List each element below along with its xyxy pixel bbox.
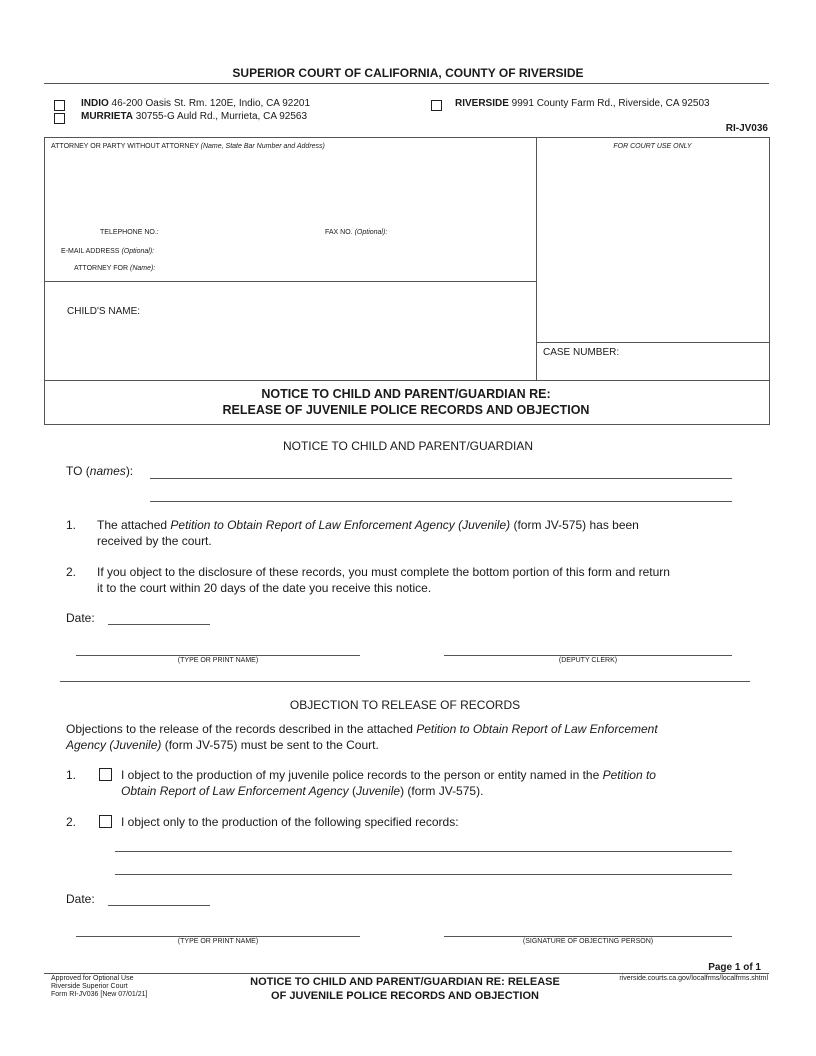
location-indio bbox=[81, 98, 310, 109]
to-names-line-2[interactable] bbox=[150, 501, 732, 502]
objection-name-caption: (TYPE OR PRINT NAME) bbox=[177, 938, 259, 945]
fax-label bbox=[325, 229, 387, 236]
objection-date-field[interactable] bbox=[108, 905, 210, 906]
title-rule bbox=[44, 380, 769, 381]
objection-item1-line2 bbox=[121, 783, 751, 799]
notice-item1-pre: The attached bbox=[97, 518, 171, 532]
notice-item1-post: (form JV-575) has been bbox=[510, 518, 639, 532]
footer-approved-line3: Form RI-JV036 [New 07/01/21] bbox=[51, 991, 148, 998]
attorney-for-label bbox=[74, 265, 155, 272]
attorney-hint: (Name, State Bar Number and Address) bbox=[200, 143, 325, 150]
header-rule bbox=[44, 83, 769, 84]
to-label bbox=[66, 463, 133, 479]
specified-records-line-1[interactable] bbox=[115, 851, 732, 852]
caption-title-line1: NOTICE TO CHILD AND PARENT/GUARDIAN RE: bbox=[261, 387, 551, 401]
location-murrieta-name: MURRIETA bbox=[81, 111, 134, 122]
objection-intro bbox=[66, 721, 746, 753]
objection-intro-italic1: Petition to Obtain Report of Law Enforcement bbox=[416, 722, 658, 736]
email-hint: (Optional): bbox=[121, 248, 155, 255]
caption-title bbox=[44, 386, 768, 418]
to-label-italic: names bbox=[89, 464, 126, 478]
location-riverside-name: RIVERSIDE bbox=[455, 98, 509, 109]
deputy-clerk-line[interactable] bbox=[444, 655, 732, 656]
attorney-label-text: ATTORNEY OR PARTY WITHOUT ATTORNEY bbox=[51, 143, 199, 150]
to-label-close: ): bbox=[125, 464, 134, 478]
footer-title-line1: NOTICE TO CHILD AND PARENT/GUARDIAN RE: RELEASE bbox=[250, 976, 560, 988]
footer-approved-line2: Riverside Superior Court bbox=[51, 983, 128, 990]
footer-approved-line1: Approved for Optional Use bbox=[51, 975, 134, 982]
objection-item1-number: 1. bbox=[66, 768, 77, 782]
caption-title-line2: RELEASE OF JUVENILE POLICE RECORDS AND OBJECTION bbox=[222, 403, 590, 417]
objection-item2-number: 2. bbox=[66, 815, 77, 829]
case-number-label: CASE NUMBER: bbox=[543, 347, 620, 358]
objection-intro-line1 bbox=[66, 721, 746, 737]
page-number: Page 1 of 1 bbox=[708, 962, 761, 973]
objection-item2-checkbox[interactable] bbox=[99, 815, 112, 828]
notice-item1-line1 bbox=[97, 517, 747, 533]
footer-title bbox=[210, 975, 600, 1003]
objection-intro-post: (form JV-575) must be sent to the Court. bbox=[161, 738, 379, 752]
notice-item2-line2: it to the court within 20 days of the date you receive this notice. bbox=[97, 581, 432, 595]
notice-name-line[interactable] bbox=[76, 655, 360, 656]
caption-divider bbox=[536, 137, 537, 380]
objection-name-line[interactable] bbox=[76, 936, 360, 937]
objection-intro-pre: Objections to the release of the records described in the attached bbox=[66, 722, 417, 736]
child-name-rule bbox=[44, 281, 536, 282]
fax-hint: (Optional): bbox=[354, 229, 388, 236]
objection-item1 bbox=[121, 767, 751, 799]
attorney-label bbox=[51, 143, 325, 150]
location-indio-name: INDIO bbox=[81, 98, 109, 109]
objection-item1-checkbox[interactable] bbox=[99, 768, 112, 781]
objection-item1-italic3: Juvenile bbox=[356, 784, 401, 798]
objection-intro-italic2: Agency (Juvenile) bbox=[66, 738, 162, 752]
objection-item1-italic1: Petition to bbox=[602, 768, 656, 782]
objection-intro-line2 bbox=[66, 737, 746, 753]
notice-item2-number: 2. bbox=[66, 565, 77, 579]
to-names-line-1[interactable] bbox=[150, 478, 732, 479]
court-title: SUPERIOR COURT OF CALIFORNIA, COUNTY OF RIVERSIDE bbox=[232, 66, 584, 80]
objection-item1-post: ) (form JV-575). bbox=[400, 784, 484, 798]
notice-heading: NOTICE TO CHILD AND PARENT/GUARDIAN bbox=[282, 439, 534, 453]
court-use-label: FOR COURT USE ONLY bbox=[613, 143, 692, 150]
deputy-clerk-caption: (DEPUTY CLERK) bbox=[558, 657, 618, 664]
objection-heading: OBJECTION TO RELEASE OF RECORDS bbox=[289, 698, 521, 712]
form-id: RI-JV036 bbox=[725, 123, 768, 134]
objecting-signature-line[interactable] bbox=[444, 936, 732, 937]
objection-item1-paren: ( bbox=[348, 784, 357, 798]
murrieta-checkbox[interactable] bbox=[54, 113, 65, 124]
location-murrieta-address: 30755-G Auld Rd., Murrieta, CA 92563 bbox=[133, 111, 308, 122]
objection-item2-text: I object only to the production of the following specified records: bbox=[121, 815, 459, 829]
telephone-label: TELEPHONE NO.: bbox=[100, 229, 159, 236]
location-riverside bbox=[455, 98, 710, 109]
notice-item1 bbox=[97, 517, 747, 549]
riverside-checkbox[interactable] bbox=[431, 100, 442, 111]
notice-date-label: Date: bbox=[66, 611, 95, 625]
email-label bbox=[61, 248, 154, 255]
section-divider bbox=[60, 681, 750, 682]
notice-item1-line2: received by the court. bbox=[97, 534, 212, 548]
footer-rule bbox=[44, 973, 769, 974]
email-label-text: E-MAIL ADDRESS bbox=[61, 248, 120, 255]
objection-date-label: Date: bbox=[66, 892, 95, 906]
notice-item1-italic: Petition to Obtain Report of Law Enforcement Agency (Juvenile) bbox=[170, 518, 511, 532]
specified-records-line-2[interactable] bbox=[115, 874, 732, 875]
footer-approved bbox=[51, 975, 148, 999]
indio-checkbox[interactable] bbox=[54, 100, 65, 111]
location-indio-address: 46-200 Oasis St. Rm. 120E, Indio, CA 92201 bbox=[108, 98, 311, 109]
notice-item2 bbox=[97, 564, 757, 596]
fax-label-text: FAX NO. bbox=[325, 229, 353, 236]
objection-item1-pre: I object to the production of my juvenile police records to the person or entity named in the bbox=[121, 768, 603, 782]
objection-item1-line1 bbox=[121, 767, 751, 783]
notice-item2-line1: If you object to the disclosure of these records, you must complete the bottom portion of this form and return bbox=[97, 565, 670, 579]
attorney-for-text: ATTORNEY FOR bbox=[74, 265, 129, 272]
notice-name-caption: (TYPE OR PRINT NAME) bbox=[177, 657, 259, 664]
location-murrieta bbox=[81, 111, 307, 122]
location-riverside-address: 9991 County Farm Rd., Riverside, CA 92503 bbox=[508, 98, 710, 109]
objecting-signature-caption: (SIGNATURE OF OBJECTING PERSON) bbox=[522, 938, 654, 945]
attorney-for-hint: (Name): bbox=[130, 265, 156, 272]
notice-item1-number: 1. bbox=[66, 518, 77, 532]
to-label-text: TO ( bbox=[66, 464, 90, 478]
child-name-label: CHILD'S NAME: bbox=[67, 306, 141, 317]
objection-item1-italic2: Obtain Report of Law Enforcement Agency bbox=[121, 784, 349, 798]
footer-url[interactable]: riverside.courts.ca.gov/localfrms/localfrms.shtml bbox=[619, 975, 768, 982]
notice-date-field[interactable] bbox=[108, 624, 210, 625]
footer-title-line2: OF JUVENILE POLICE RECORDS AND OBJECTION bbox=[271, 990, 539, 1002]
case-number-rule bbox=[536, 342, 769, 343]
